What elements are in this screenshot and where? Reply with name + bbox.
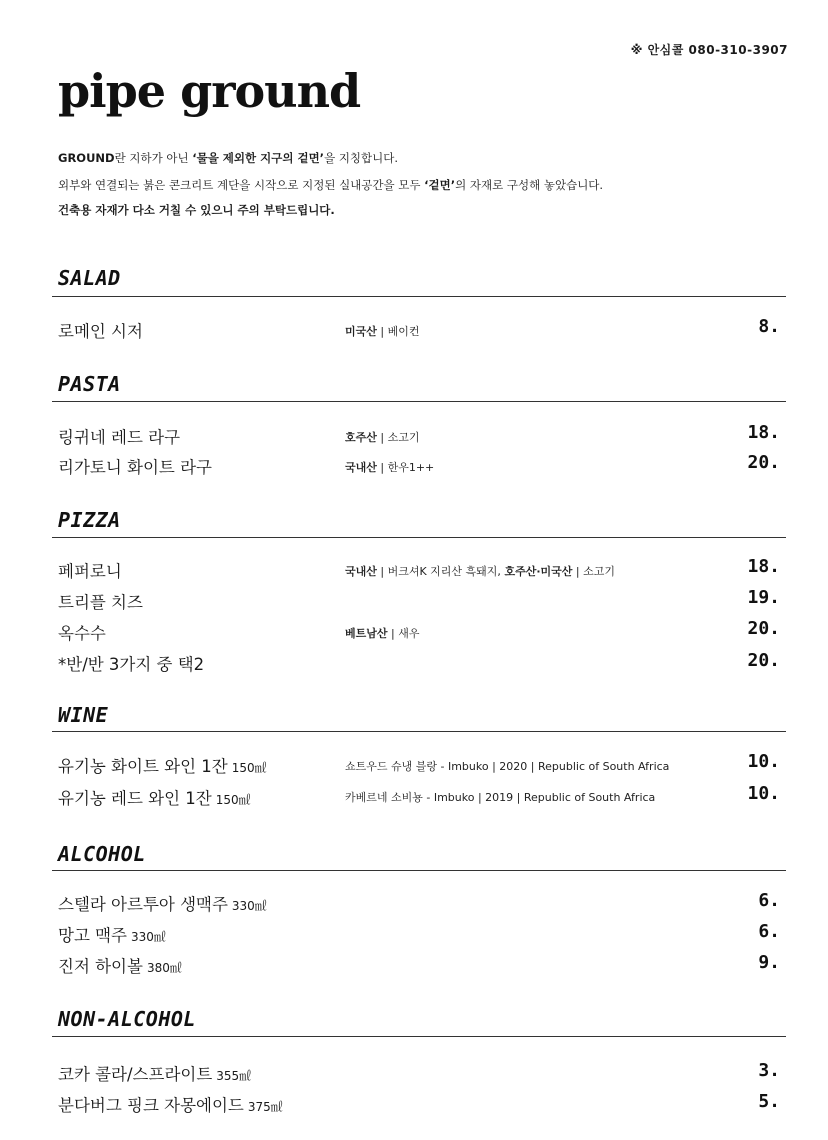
item-title: 유기농 레드 와인 1잔 (58, 789, 212, 808)
origin-country: 호주산 (345, 431, 377, 444)
section-title-non-alcohol: NON-ALCOHOL (58, 1007, 196, 1031)
menu-item-price: 18. (747, 422, 780, 443)
intro-text: 을 지칭합니다. (324, 151, 399, 165)
menu-item-origin (345, 563, 615, 579)
item-volume: 150㎖ (231, 761, 267, 775)
origin-ingredient: | 새우 (387, 627, 420, 640)
origin-country: 호주산·미국산 (504, 565, 573, 578)
item-volume: 330㎖ (131, 930, 166, 944)
menu-item-name: 페퍼로니 (58, 562, 122, 581)
item-title: 분다버그 핑크 자몽에이드 (58, 1096, 244, 1115)
item-title: 스텔라 아르투아 생맥주 (58, 895, 228, 914)
item-volume: 150㎖ (215, 793, 251, 807)
menu-item-price: 3. (758, 1060, 780, 1081)
menu-item-name (58, 785, 251, 809)
origin-country: 미국산 (345, 325, 377, 338)
item-volume: 330㎖ (231, 899, 267, 913)
menu-item-name (58, 891, 267, 915)
origin-ingredient: | 소고기 (376, 431, 420, 444)
menu-item-name (58, 1092, 283, 1116)
menu-item-price: 6. (758, 921, 780, 942)
origin-country: 국내산 (345, 461, 377, 474)
item-volume: 380㎖ (146, 961, 182, 975)
menu-item-price: 10. (747, 751, 780, 772)
menu-item-price: 20. (747, 452, 780, 473)
intro-ground-word: GROUND (58, 151, 115, 165)
origin-country: 국내산 (345, 565, 377, 578)
section-divider (52, 731, 786, 732)
menu-item-name: 리가토니 화이트 라구 (58, 458, 212, 477)
safe-call-number: ※ 안심콜 080-310-3907 (630, 43, 788, 57)
menu-item-name (58, 753, 267, 777)
item-title: 진저 하이볼 (58, 957, 143, 976)
menu-item-name: 옥수수 (58, 624, 106, 643)
origin-ingredient: | 소고기 (572, 565, 615, 578)
menu-item-origin (345, 625, 419, 641)
origin-ingredient: | 한우1++ (376, 461, 435, 474)
menu-item-origin: 카베르네 소비뇽 - Imbuko | 2019 | Republic of South Africa (345, 791, 656, 804)
section-divider (52, 870, 786, 871)
section-title-pasta: PASTA (58, 372, 121, 396)
item-title: 유기농 화이트 와인 1잔 (58, 757, 228, 776)
menu-item-name: 링귀네 레드 라구 (58, 428, 181, 447)
section-divider (52, 1036, 786, 1037)
menu-item-price: 5. (758, 1091, 780, 1112)
intro-text: 의 자재로 구성해 놓았습니다. (455, 178, 604, 192)
intro-emphasis: ‘물을 제외한 지구의 겉면’ (192, 151, 325, 165)
menu-item-price: 8. (758, 316, 780, 337)
origin-country: 베트남산 (345, 627, 388, 640)
section-divider (52, 537, 786, 538)
section-divider (52, 401, 786, 402)
menu-item-price: 20. (747, 618, 780, 639)
section-title-salad: SALAD (58, 266, 121, 290)
section-title-alcohol: ALCOHOL (58, 842, 146, 866)
intro-line-3: 건축용 자재가 다소 거칠 수 있으니 주의 부탁드립니다. (58, 203, 335, 217)
menu-item-price: 19. (747, 587, 780, 608)
item-title: 코카 콜라/스프라이트 (58, 1065, 213, 1084)
intro-text: 외부와 연결되는 붉은 콘크리트 계단을 시작으로 지정된 실내공간을 모두 (58, 178, 425, 192)
menu-item-name: *반/반 3가지 중 택2 (58, 655, 205, 674)
menu-item-price: 9. (758, 952, 780, 973)
menu-item-name (58, 1061, 251, 1085)
item-volume: 355㎖ (216, 1069, 252, 1083)
intro-emphasis: ‘겉면’ (424, 178, 456, 192)
origin-ingredient: | 버크셔K 지리산 흑돼지, (376, 565, 505, 578)
section-title-wine: WINE (58, 703, 109, 727)
item-title: 망고 맥주 (58, 926, 128, 945)
brand-title: pipe ground (58, 64, 361, 118)
origin-ingredient: | 베이컨 (376, 325, 420, 338)
intro-text: 란 지하가 아닌 (114, 151, 193, 165)
section-title-pizza: PIZZA (58, 508, 121, 532)
menu-item-origin: 쇼트우드 슈냉 블랑 - Imbuko | 2020 | Republic of South Africa (345, 760, 670, 773)
intro-line-2 (58, 177, 603, 193)
menu-item-origin (345, 459, 434, 475)
item-volume: 375㎖ (247, 1100, 283, 1114)
intro-line-1 (58, 150, 398, 166)
menu-item-origin (345, 429, 419, 445)
menu-item-price: 6. (758, 890, 780, 911)
section-divider (52, 296, 786, 297)
menu-item-name (58, 922, 166, 946)
menu-item-origin (345, 323, 419, 339)
menu-item-price: 20. (747, 650, 780, 671)
menu-item-name: 트리플 치즈 (58, 593, 143, 612)
menu-item-price: 18. (747, 556, 780, 577)
menu-item-price: 10. (747, 783, 780, 804)
menu-item-name: 로메인 시저 (58, 322, 143, 341)
menu-item-name (58, 953, 182, 977)
